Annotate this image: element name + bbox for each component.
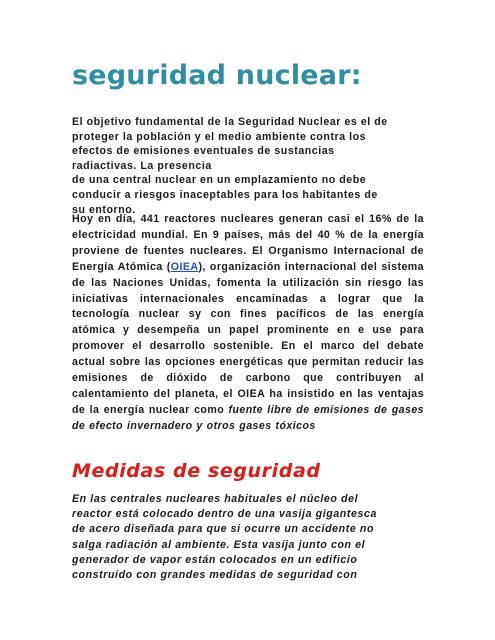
paragraph-text-continued: ), organización internacional del sistema de las Naciones Unidas, fomenta la utilización sin riesgo las iniciativas internacionales encaminadas a lograr que la tecnología nuclear sy con fines pacíficos de las energía atómica y desempeña un papel prominente en e use para promover el desarrollo sostenible. En el marco del debate actual sobre las opciones energéticas que permitan reducir las emisiones de dióxido de carbono que contribuyen al calentamiento del planeta, el OIEA ha insistido en las ventajas de la energía nuclear como xyxy=(72,260,425,416)
section-line: construido con grandes medidas de seguridad con xyxy=(72,569,358,582)
section-line: En las centrales nucleares habituales el núcleo del xyxy=(72,493,359,505)
section-line: generador de vapor están colocados en un edificio xyxy=(72,553,358,566)
intro-line: su entorno. xyxy=(72,203,136,216)
reactors-paragraph xyxy=(72,212,424,435)
page-title: seguridad nuclear: xyxy=(72,60,362,91)
section-line: salga radiación al ambiente. Esta vasija junto con el xyxy=(72,538,366,551)
paragraph-italic-text: fuente libre de emisiones de gases de efecto invernadero y otros gases tóxicos xyxy=(72,403,424,432)
paragraph-text-start: Hoy en día, 441 reactores nucleares generan casi el 16% de la electricidad mundial. En 9 países, más del 40 % de la energía proviene de fuentes nucleares. El Organismo Internacional de Energía Atómica ( xyxy=(72,213,424,273)
section-line: de acero diseñada para que si ocurre un accidente no xyxy=(72,523,375,536)
oiea-link[interactable]: OIEA xyxy=(170,260,199,273)
intro-line: proteger la población y el medio ambiente contra los xyxy=(72,130,367,143)
section-line: reactor está colocado dentro de una vasija gigantesca xyxy=(72,508,377,521)
intro-line: radiactivas. La presencia xyxy=(72,159,212,172)
section-heading: Medidas de seguridad xyxy=(72,460,321,482)
security-measures-paragraph xyxy=(72,492,424,583)
intro-line: El objetivo fundamental de la Seguridad Nuclear es el de xyxy=(72,116,388,128)
intro-paragraph xyxy=(72,115,422,217)
intro-line: conducir a riesgos inaceptables para los habitantes de xyxy=(72,188,378,201)
intro-line: efectos de emisiones eventuales de sustancias xyxy=(72,145,335,158)
intro-line: de una central nuclear en un emplazamiento no debe xyxy=(72,174,367,187)
